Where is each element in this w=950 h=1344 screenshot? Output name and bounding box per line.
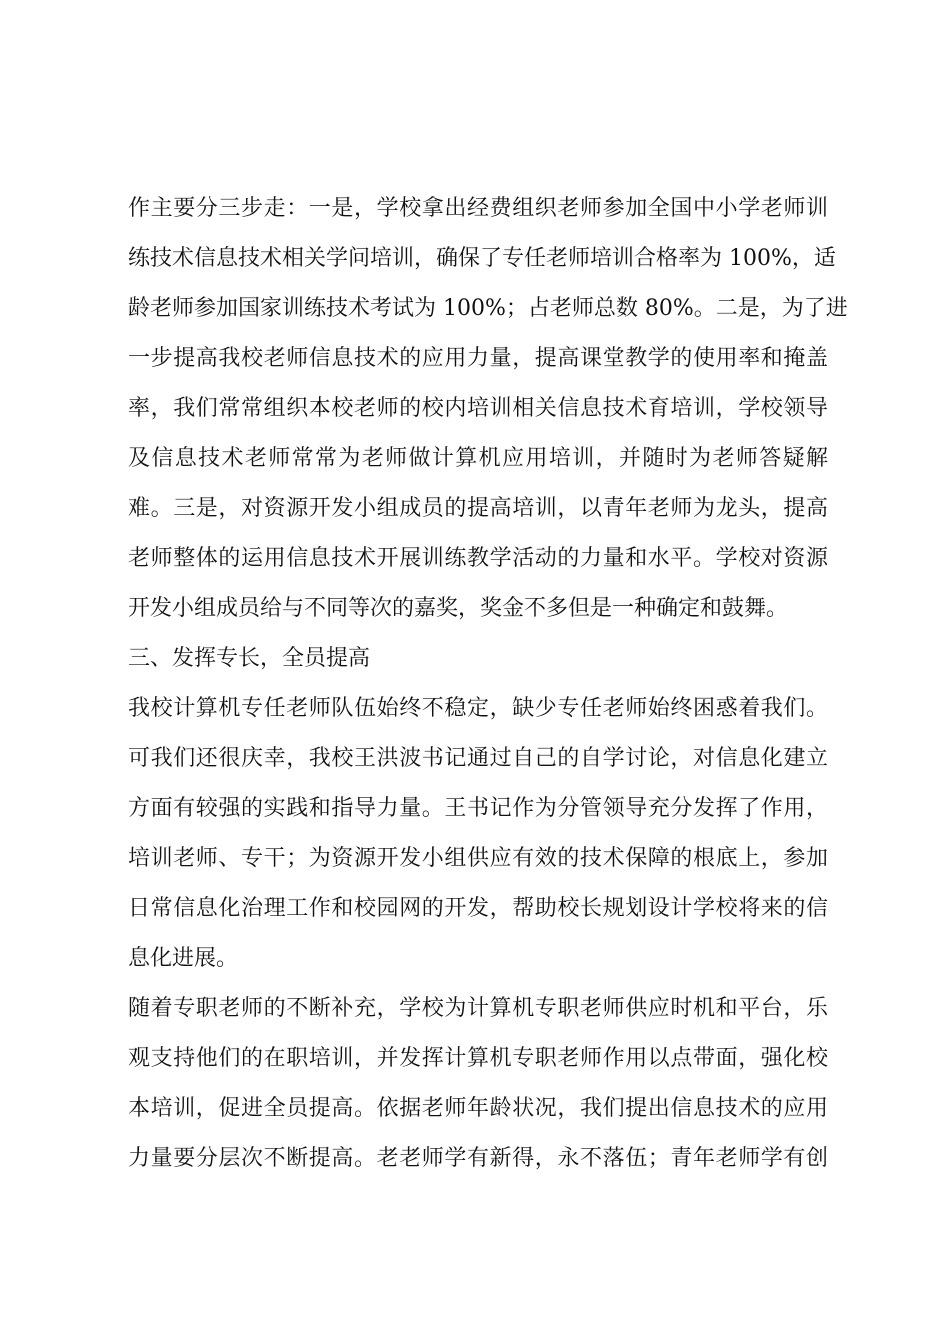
text-line-5: 率，我们常常组织本校老师的校内培训相关信息技术育培训，学校领导 — [128, 396, 828, 421]
text-line-7: 难。三是，对资源开发小组成员的提高培训，以青年老师为龙头，提高 — [128, 496, 828, 521]
text-line-11: 我校计算机专任老师队伍始终不稳定，缺少专任老师始终困惑着我们。 — [128, 696, 828, 721]
text-line-4: 一步提高我校老师信息技术的应用力量，提高课堂教学的使用率和掩盖 — [128, 346, 828, 371]
text-line-18: 观支持他们的在职培训，并发挥计算机专职老师作用以点带面，强化校 — [128, 1046, 828, 1071]
text-line-16: 息化进展。 — [128, 946, 239, 971]
text-line-20: 力量要分层次不断提高。老老师学有新得，永不落伍；青年老师学有创 — [128, 1146, 828, 1171]
text-line-15: 日常信息化治理工作和校园网的开发，帮助校长规划设计学校将来的信 — [128, 896, 828, 921]
text-line-19: 本培训，促进全员提高。依据老师年龄状况，我们提出信息技术的应用 — [128, 1096, 828, 1121]
text-line-13: 方面有较强的实践和指导力量。王书记作为分管领导充分发挥了作用， — [128, 796, 828, 821]
text-line-3: 龄老师参加国家训练技术考试为 100%；占老师总数 80%。二是，为了进 — [128, 296, 848, 321]
section-heading: 三、发挥专长，全员提高 — [128, 646, 371, 671]
text-line-2: 练技术信息技术相关学问培训，确保了专任老师培训合格率为 100%，适 — [128, 246, 836, 271]
text-line-8: 老师整体的运用信息技术开展训练教学活动的力量和水平。学校对资源 — [128, 546, 828, 571]
text-line-17: 随着专职老师的不断补充，学校为计算机专职老师供应时机和平台，乐 — [128, 996, 828, 1021]
text-line-14: 培训老师、专干；为资源开发小组供应有效的技术保障的根底上，参加 — [128, 846, 828, 871]
text-line-12: 可我们还很庆幸，我校王洪波书记通过自己的自学讨论，对信息化建立 — [128, 746, 828, 771]
text-line-9: 开发小组成员给与不同等次的嘉奖，奖金不多但是一种确定和鼓舞。 — [128, 596, 789, 621]
text-line-1: 作主要分三步走：一是，学校拿出经费组织老师参加全国中小学老师训 — [128, 196, 828, 221]
text-line-6: 及信息技术老师常常为老师做计算机应用培训，并随时为老师答疑解 — [128, 446, 828, 471]
